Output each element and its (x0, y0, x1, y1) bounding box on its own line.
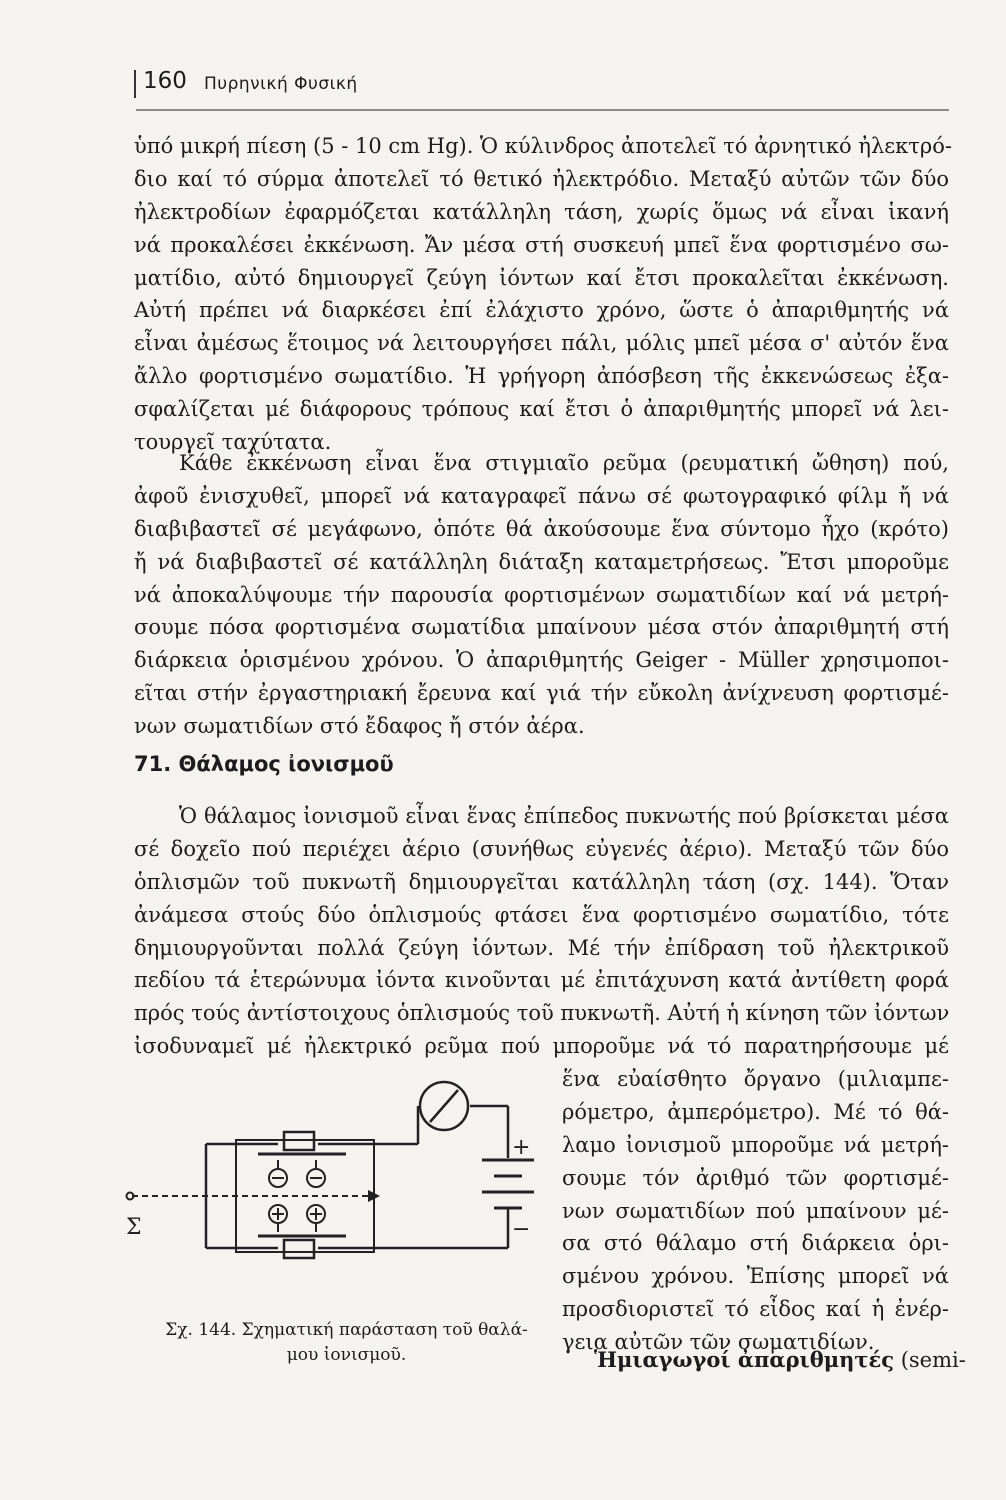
text-line: νά προκαλέσει ἐκκένωση. Ἄν μέσα στή συσκευή μπεῖ ἕνα φορτισμένο σω- (134, 232, 949, 257)
text-line: ἄλλο φορτισμένο σωματίδιο. Ἡ γρήγορη ἀπόσβεση τῆς ἐκκενώσεως ἐξα- (134, 364, 949, 389)
text-line: σα στό θάλαμο στή διάρκεια ὁρι- (562, 1231, 949, 1256)
caption-line: Σχ. 144. Σχηματική παράσταση τοῦ θαλά- (165, 1320, 528, 1340)
page-header (134, 66, 949, 110)
text-line: νων σωματιδίων στό ἔδαφος ἤ στόν ἀέρα. (134, 714, 585, 739)
text-line: νων σωματιδίων πού μπαίνουν μέ- (562, 1198, 949, 1223)
paragraph-ionization-narrow (562, 1063, 949, 1359)
text-line: σουμε τόν ἀριθμό τῶν φορτισμέ- (562, 1165, 949, 1190)
ammeter-needle (430, 1090, 458, 1122)
text-line: διαβιβαστεῖ σέ μεγάφωνο, ὁπότε θά ἀκούσουμε ἕνα σύντομο ἦχο (κρότο) (134, 516, 949, 541)
sigma-label: Σ (126, 1215, 142, 1240)
text-line: σέ δοχεῖο πού περιέχει ἀέριο (συνήθως εὐγενές ἀέριο). Μεταξύ τῶν δύο (134, 836, 949, 861)
text-line: σουμε πόσα φορτισμένα σωματίδια μπαίνουν μέσα στόν ἀπαριθμητή στή (134, 615, 949, 640)
text-line: πρός τούς ἀντίστοιχους ὁπλισμούς τοῦ πυκνωτῆ. Αὐτή ἡ κίνηση τῶν ἰόντων (134, 1001, 950, 1026)
battery-plus-label: + (512, 1135, 531, 1160)
text-line: πεδίου τά ἑτερώνυμα ἰόντα κινοῦνται μέ ἐπιτάχυνση κατά ἀντίθετη φορά (134, 968, 949, 993)
text-line: ἕνα εὐαίσθητο ὄργανο (μιλιαμπε- (562, 1067, 949, 1091)
running-title: Πυρηνική Φυσική (204, 74, 358, 94)
ionization-chamber-diagram (118, 1068, 548, 1308)
text-line: εἶναι ἀμέσως ἕτοιμος νά λειτουργήσει πάλι, μόλις μπεῖ μέσα σ' αὐτόν ἕνα (134, 331, 949, 356)
section-heading: 71. Θάλαμος ἰονισμοῦ (134, 752, 394, 776)
text-line: ἀνάμεσα στούς δύο ὁπλισμούς φτάσει ἕνα φορτισμένο σωματίδιο, τότε (134, 902, 949, 927)
paragraph-geiger-continued (134, 130, 952, 459)
next-section-heading: Ἡμιαγωγοί ἀπαριθμητές (594, 1347, 895, 1372)
text-line: διο καί τό σύρμα ἀποτελεῖ τό θετικό ἠλεκτρόδιο. Μεταξύ αὐτῶν τῶν δύο (134, 166, 949, 191)
text-line: ματίδιο, αὐτό δημιουργεῖ ζεύγη ἰόντων καί ἔτσι προκαλεῖται ἐκκένωση. (134, 265, 949, 290)
text-line: τουργεῖ ταχύτατα. (134, 430, 332, 455)
header-vertical-bar (134, 70, 136, 98)
battery-minus-label: − (512, 1217, 531, 1242)
text-line: νά ἀποκαλύψουμε τήν παρουσία φορτισμένων σωματιδίων καί νά μετρή- (134, 582, 949, 607)
text-line: προσδιοριστεῖ τό εἶδος καί ἡ ἐνέρ- (562, 1297, 949, 1322)
text-line: ρόμετρο, ἀμπερόμετρο). Μέ τό θά- (562, 1099, 949, 1124)
text-line: Κάθε ἐκκένωση εἶναι ἕνα στιγμιαῖο ρεῦμα (ρευματική ὤθηση) πού, (179, 451, 949, 475)
figure-caption (134, 1318, 559, 1368)
text-line: σφαλίζεται μέ διάφορους τρόπους καί ἔτσι ὁ ἀπαριθμητής μπορεῖ νά λει- (134, 397, 949, 422)
lower-electrode-terminal (284, 1240, 314, 1258)
page-number: 160 (143, 68, 187, 94)
text-line: ἤ νά διαβιβαστεῖ σέ κατάλληλη διάταξη καταμετρήσεως. Ἔτσι μποροῦμε (134, 549, 949, 574)
paragraph-ionization-chamber (134, 800, 949, 1063)
header-rule (136, 109, 949, 111)
next-section-text: (semi- (894, 1348, 966, 1372)
next-section-start (594, 1343, 966, 1377)
text-line: ὁπλισμῶν τοῦ πυκνωτῆ δημιουργεῖται κατάλληλη τάση (σχ. 144). Ὅταν (134, 869, 949, 894)
text-line: ἠλεκτροδίων ἐφαρμόζεται κατάλληλη τάση, χωρίς ὅμως νά εἶναι ἱκανή (134, 199, 949, 224)
text-line: λαμο ἰονισμοῦ μποροῦμε νά μετρή- (562, 1132, 949, 1157)
paragraph-discharge (134, 447, 949, 743)
text-line: ἀφοῦ ἐνισχυθεῖ, μπορεῖ νά καταγραφεῖ πάνω σέ φωτογραφικό φίλμ ἤ νά (134, 483, 949, 508)
text-line: σμένου χρόνου. Ἐπίσης μπορεῖ νά (562, 1264, 949, 1289)
text-line: διάρκεια ὁρισμένου χρόνου. Ὁ ἀπαριθμητής Geiger - Müller χρησιμοποι- (134, 648, 949, 673)
text-line: δημιουργοῦνται πολλά ζεύγη ἰόντων. Μέ τήν ἐπίδραση τοῦ ἠλεκτρικοῦ (134, 935, 949, 960)
caption-line: μου ἰονισμοῦ. (286, 1345, 407, 1365)
text-line: ἰσοδυναμεῖ μέ ἠλεκτρικό ρεῦμα πού μποροῦμε νά τό παρατηρήσουμε μέ (134, 1034, 949, 1059)
text-line: Ὁ θάλαμος ἰονισμοῦ εἶναι ἕνας ἐπίπεδος πυκνωτής πού βρίσκεται μέσα (179, 804, 949, 828)
text-line: ὑπό μικρή πίεση (5 - 10 cm Hg). Ὁ κύλινδρος ἀποτελεῖ τό ἀρνητικό ἠλεκτρό- (134, 134, 952, 158)
text-line: γεια αὐτῶν τῶν σωματιδίων. (562, 1330, 875, 1355)
text-line: Αὐτή πρέπει νά διαρκέσει ἐπί ἐλάχιστο χρόνο, ὥστε ὁ ἀπαριθμητής νά (134, 298, 949, 323)
text-line: εῖται στήν ἐργαστηριακή ἔρευνα καί γιά τήν εὔκολη ἀνίχνευση φορτισμέ- (134, 681, 949, 706)
